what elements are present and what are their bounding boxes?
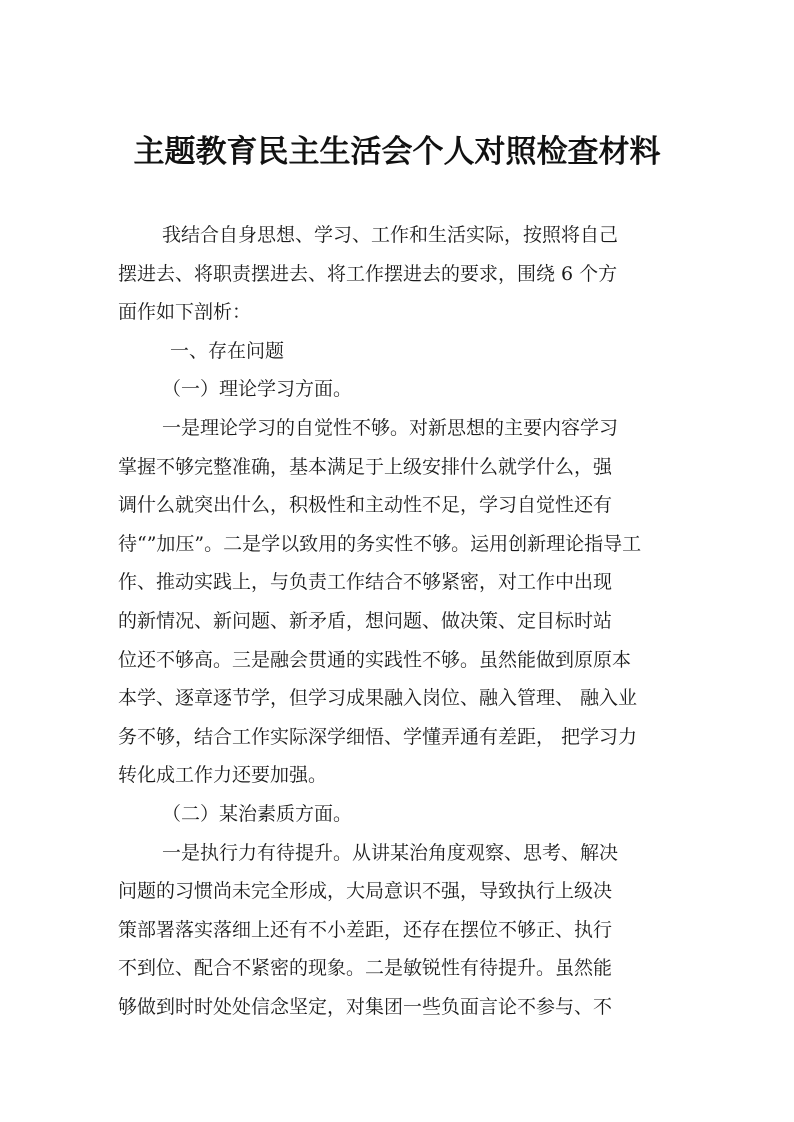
document-title: 主题教育民主生活会个人对照检查材料 [133,134,661,170]
political-quality-paragraph [118,834,688,1027]
subsection-heading-theory-study: （一）理论学习方面。 [162,378,353,401]
paragraph-line: 作、推动实践上，与负责工作结合不够紧密，对工作中出现 [118,571,613,594]
subsection-heading-political-quality: （二）某治素质方面。 [162,802,353,825]
paragraph-line: 调什么就突出什么，积极性和主动性不足，学习自觉性还有 [118,494,613,517]
paragraph-line: 策部署落实落细上还有不小差距，还存在摆位不够正、执行 [118,918,613,941]
theory-study-paragraph [118,409,688,795]
intro-paragraph [118,216,688,332]
intro-line: 面作如下剖析： [118,301,252,324]
intro-line: 我结合自身思想、学习、工作和生活实际，按照将自己 [162,224,619,246]
paragraph-line: 本学、逐章逐节学，但学习成果融入岗位、融入管理、 融入业 [118,687,638,710]
paragraph-line: 一是理论学习的自觉性不够。对新思想的主要内容学习 [162,416,619,439]
document-body [118,216,688,1026]
paragraph-line: 掌握不够完整准确，基本满足于上级安排什么就学什么，强 [118,455,613,478]
paragraph-line: 的新情况、新问题、新矛盾，想问题、做决策、定目标时站 [118,609,613,632]
paragraph-line: 问题的习惯尚未完全形成，大局意识不强，导致执行上级决 [118,880,613,903]
paragraph-line: 一是执行力有待提升。从讲某治角度观察、思考、解决 [162,841,619,864]
paragraph-line: 不到位、配合不紧密的现象。二是敏锐性有待提升。虽然能 [118,957,613,980]
intro-line: 摆进去、将职责摆进去、将工作摆进去的要求，围绕 6 个方 [118,262,618,285]
paragraph-line: 待“”加压”。二是学以致用的务实性不够。运用创新理论指导工 [118,532,642,555]
paragraph-line: 够做到时时处处信念坚定，对集团一些负面言论不参与、不 [118,995,613,1018]
paragraph-line: 转化成工作力还要加强。 [118,764,328,787]
section-heading-problems: 一、存在问题 [170,339,285,362]
paragraph-line: 务不够，结合工作实际深学细悟、学懂弄通有差距， 把学习力 [118,725,638,748]
paragraph-line: 位还不够高。三是融会贯通的实践性不够。虽然能做到原原本 [118,648,632,671]
